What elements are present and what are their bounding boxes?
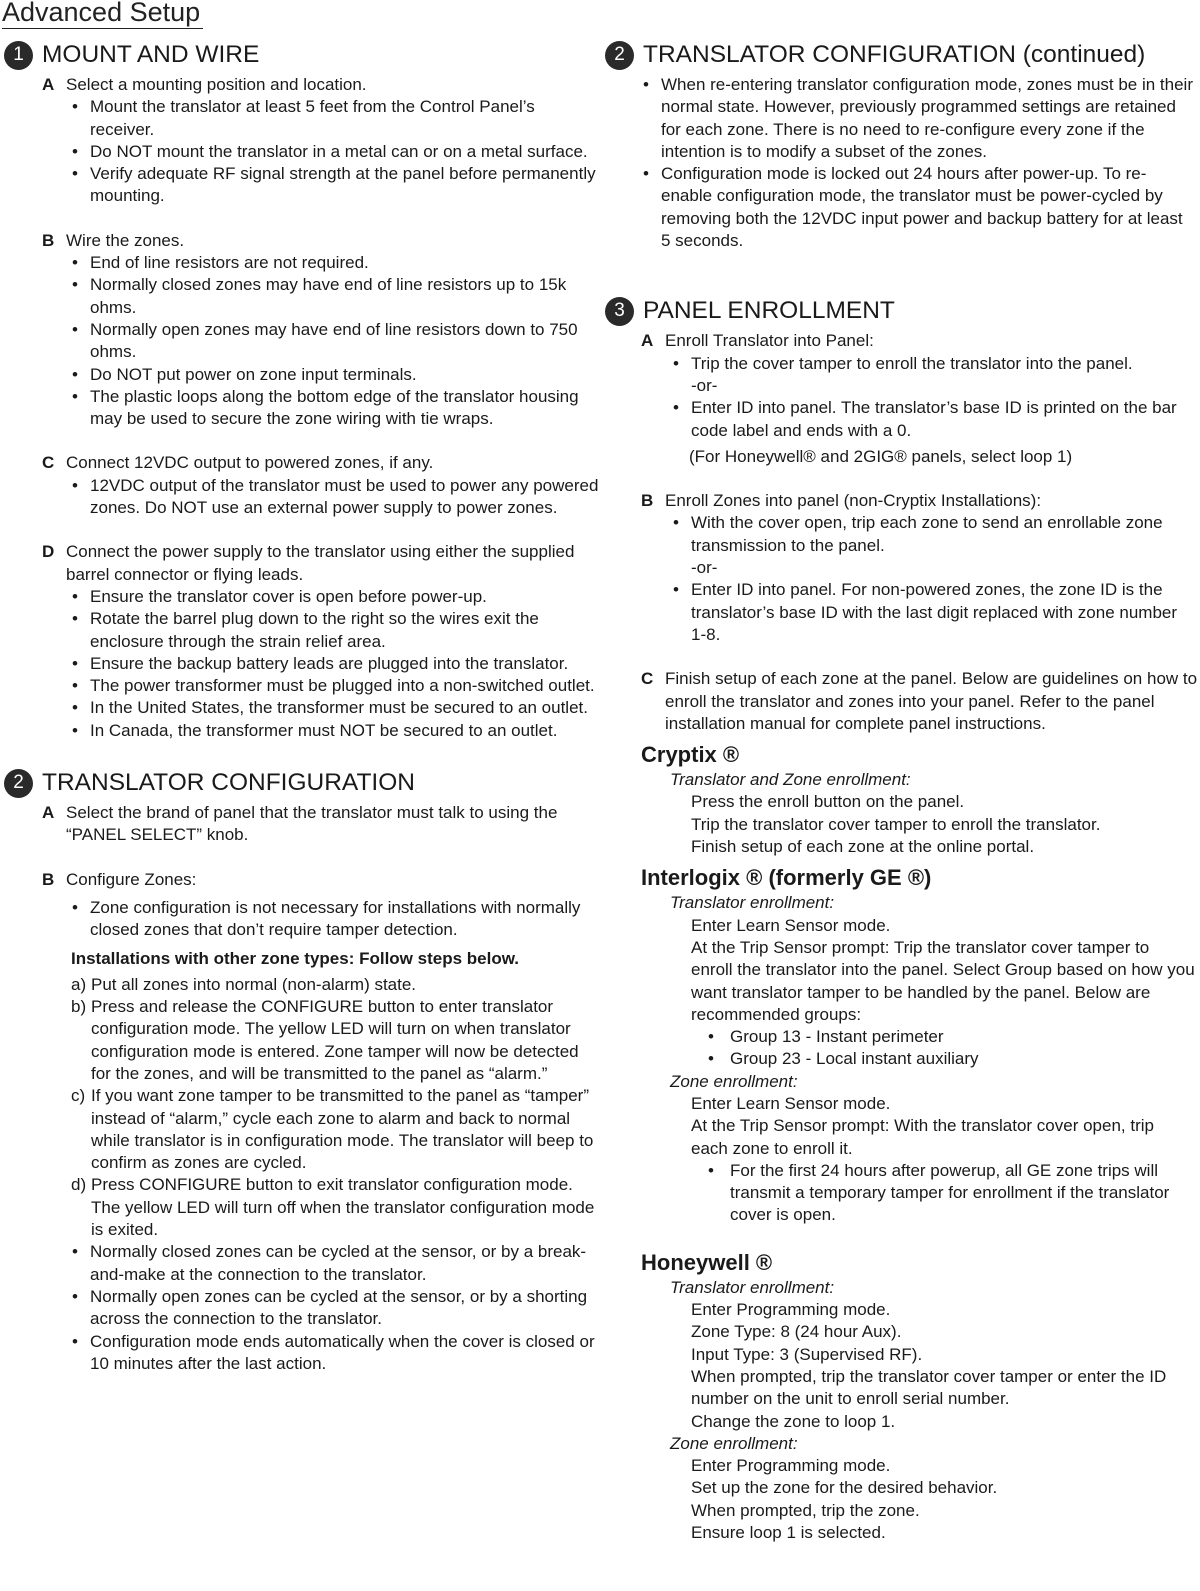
list-item: • For the first 24 hours after powerup, all GE zone trips will transmit a temporary tamper for enrollment if the translator cover is open. bbox=[708, 1160, 1170, 1225]
sub-heading: Translator enrollment: bbox=[670, 1277, 835, 1297]
list-item: • The power transformer must be plugged into a non-switched outlet. bbox=[72, 676, 595, 696]
subsection-letter: C bbox=[641, 669, 654, 689]
section-panel-enrollment-heading bbox=[605, 296, 1199, 326]
instruction-line: At the Trip Sensor prompt: Trip the translator cover tamper to enroll the translator into the panel. Select Group based on how you want translator tamper to be handled by the panel. Below are recommended groups: bbox=[691, 937, 1195, 1024]
list-item: • With the cover open, trip each zone to send an enrollable zone transmission to the panel. bbox=[673, 513, 1163, 555]
sub-heading: Zone enrollment: bbox=[670, 1433, 798, 1453]
list-item: • 12VDC output of the translator must be used to power any powered zones. Do NOT use an external power supply to power zones. bbox=[72, 475, 599, 518]
subsection-text: Select the brand of panel that the translator must talk to using the “PANEL SELECT” knob. bbox=[66, 803, 558, 845]
instruction-line: Input Type: 3 (Supervised RF). bbox=[691, 1344, 923, 1364]
list-item: • Ensure the backup battery leads are plugged into the translator. bbox=[72, 653, 569, 673]
subsection-text: Select a mounting position and location. bbox=[66, 75, 367, 94]
right-column bbox=[605, 40, 1199, 1544]
subsection-text: Enroll Translator into Panel: bbox=[665, 331, 874, 351]
instruction-line: When prompted, trip the zone. bbox=[691, 1500, 920, 1520]
step-item: d) Press CONFIGURE button to exit translator configuration mode. The yellow LED will turn off when the translator configuration mode is exited. bbox=[71, 1175, 595, 1240]
list-item: • When re-entering translator configuration mode, zones must be in their normal state. However, previously programmed settings are retained for each zone. There is no need to re-configure every zone if the intention is to modify a subset of the zones. bbox=[643, 75, 1193, 161]
instruction-line: Enter Learn Sensor mode. bbox=[691, 1093, 891, 1113]
subsection-letter: D bbox=[42, 542, 55, 562]
list-item: • Trip the cover tamper to enroll the translator into the panel. bbox=[673, 353, 1133, 373]
list-item: • Group 23 - Local instant auxiliary bbox=[708, 1049, 979, 1069]
instruction-line: Finish setup of each zone at the online portal. bbox=[691, 837, 1035, 857]
subsection-a bbox=[605, 330, 1199, 352]
page-title: Advanced Setup bbox=[2, 0, 203, 29]
instruction-line: Enter Programming mode. bbox=[691, 1456, 891, 1476]
sub-heading: Translator and Zone enrollment: bbox=[670, 770, 911, 790]
instruction-line: Ensure loop 1 is selected. bbox=[691, 1523, 886, 1543]
subsection-b bbox=[605, 490, 1199, 512]
left-column bbox=[4, 40, 604, 1375]
subsection-letter: A bbox=[42, 75, 55, 94]
section-title: MOUNT AND WIRE bbox=[42, 41, 260, 68]
step-item: b) Press and release the CONFIGURE button to enter translator configuration mode. The yellow LED will turn on when translator configuration mode is entered. Zone tamper will now be detected for the zones, and will be transmitted to the panel as “alarm.” bbox=[71, 997, 579, 1083]
section-mount-and-wire-heading bbox=[4, 40, 604, 70]
subsection-letter: B bbox=[641, 491, 654, 511]
sub-heading: Zone enrollment: bbox=[670, 1071, 798, 1091]
list-item: • Verify adequate RF signal strength at the panel before permanently mounting. bbox=[72, 164, 596, 206]
brand-heading-honeywell: Honeywell ® bbox=[641, 1249, 773, 1275]
list-item: • Normally closed zones may have end of line resistors up to 15k ohms. bbox=[72, 275, 567, 317]
subsection-letter: B bbox=[42, 230, 55, 250]
instruction-line: Enter Programming mode. bbox=[691, 1300, 891, 1320]
subsection-text: Finish setup of each zone at the panel. Below are guidelines on how to enroll the translator and zones into your panel. Refer to the panel installation manual for complete panel instructions. bbox=[665, 669, 1198, 733]
list-item: • The plastic loops along the bottom edge of the translator housing may be used to secure the zone wiring with tie wraps. bbox=[72, 386, 579, 429]
list-item: • Rotate the barrel plug down to the right so the wires exit the enclosure through the strain relief area. bbox=[72, 609, 539, 651]
step-item: a) Put all zones into normal (non-alarm) state. bbox=[71, 974, 417, 994]
step-number-badge: 1 bbox=[4, 41, 33, 70]
instruction-line: Zone Type: 8 (24 hour Aux). bbox=[691, 1322, 902, 1342]
brand-heading-interlogix: Interlogix ® (formerly GE ®) bbox=[641, 865, 932, 891]
subsection-letter: A bbox=[641, 331, 654, 351]
instruction-line: Press the enroll button on the panel. bbox=[691, 792, 965, 812]
list-item: • Enter ID into panel. For non-powered zones, the zone ID is the translator’s base ID with the last digit replaced with zone number 1-8. bbox=[673, 580, 1178, 644]
subsection-text: Wire the zones. bbox=[66, 230, 185, 250]
list-item: • Normally closed zones can be cycled at the sensor, or by a break-and-make at the connection to the translator. bbox=[72, 1242, 587, 1284]
step-number-badge: 2 bbox=[605, 41, 634, 70]
list-item: • In Canada, the transformer must NOT be secured to an outlet. bbox=[72, 720, 558, 740]
or-separator: -or- bbox=[691, 558, 718, 578]
instruction-line: Change the zone to loop 1. bbox=[691, 1411, 896, 1431]
sub-heading: Translator enrollment: bbox=[670, 893, 835, 913]
list-item: • Do NOT mount the translator in a metal can or on a metal surface. bbox=[72, 141, 588, 161]
subsection-letter: B bbox=[42, 869, 55, 889]
instruction-line: Trip the translator cover tamper to enroll the translator. bbox=[691, 814, 1101, 834]
instruction-line: Set up the zone for the desired behavior. bbox=[691, 1478, 998, 1498]
subsection-text: Connect the power supply to the translator using either the supplied barrel connector or flying leads. bbox=[66, 542, 575, 584]
list-item: • Normally open zones may have end of line resistors down to 750 ohms. bbox=[72, 319, 578, 362]
list-item: • Group 13 - Instant perimeter bbox=[708, 1027, 944, 1047]
section-title: TRANSLATOR CONFIGURATION (continued) bbox=[643, 41, 1146, 68]
instruction-line: When prompted, trip the translator cover tamper or enter the ID number on the unit to enroll serial number. bbox=[691, 1366, 1167, 1409]
subsection-letter: A bbox=[42, 803, 55, 823]
section-translator-configuration-heading bbox=[4, 768, 604, 798]
list-item: • Zone configuration is not necessary for installations with normally closed zones that don’t require tamper detection. bbox=[72, 897, 581, 940]
step-item: c) If you want zone tamper to be transmitted to the panel as “tamper” instead of “alarm,” cycle each zone to alarm and back to normal while translator is in configuration mode. The translator will beep to confirm as zones are cycled. bbox=[71, 1086, 594, 1173]
or-separator: -or- bbox=[691, 375, 718, 395]
step-number-badge: 2 bbox=[4, 769, 33, 798]
subsection-text: Enroll Zones into panel (non-Cryptix Installations): bbox=[665, 491, 1042, 511]
subsection-letter: C bbox=[42, 453, 55, 473]
subsection-c bbox=[605, 668, 1199, 735]
list-item: • End of line resistors are not required. bbox=[72, 253, 369, 273]
subsection-b bbox=[4, 230, 604, 252]
subsection-d bbox=[4, 541, 604, 586]
subsection-text: Connect 12VDC output to powered zones, if any. bbox=[66, 453, 434, 473]
list-item: • Enter ID into panel. The translator’s base ID is printed on the bar code label and ends with a 0. bbox=[673, 398, 1177, 440]
section-title: PANEL ENROLLMENT bbox=[643, 297, 895, 325]
loop-note: (For Honeywell® and 2GIG® panels, select loop 1) bbox=[689, 446, 1073, 466]
list-item: • Ensure the translator cover is open before power-up. bbox=[72, 586, 487, 606]
instruction-line: At the Trip Sensor prompt: With the translator cover open, trip each zone to enroll it. bbox=[691, 1116, 1154, 1158]
bold-note: Installations with other zone types: Follow steps below. bbox=[71, 948, 520, 968]
section-title: TRANSLATOR CONFIGURATION bbox=[42, 769, 415, 797]
list-item: • Normally open zones can be cycled at the sensor, or by a shorting across the connection to the translator. bbox=[72, 1286, 588, 1329]
list-item: • Configuration mode is locked out 24 hours after power-up. To re-enable configuration mode, the translator must be power-cycled by removing both the 12VDC input power and backup battery for at least 5 seconds. bbox=[643, 164, 1183, 251]
subsection-b bbox=[4, 869, 604, 891]
list-item: • Do NOT put power on zone input terminals. bbox=[72, 364, 417, 384]
subsection-c bbox=[4, 452, 604, 474]
brand-heading-cryptix: Cryptix ® bbox=[641, 742, 740, 768]
subsection-a bbox=[4, 74, 604, 96]
instruction-line: Enter Learn Sensor mode. bbox=[691, 915, 891, 935]
list-item: • Mount the translator at least 5 feet from the Control Panel’s receiver. bbox=[72, 97, 535, 139]
section-translator-configuration-continued-heading bbox=[605, 40, 1199, 70]
list-item: • Configuration mode ends automatically when the cover is closed or 10 minutes after the last action. bbox=[72, 1331, 595, 1373]
subsection-a bbox=[4, 802, 604, 847]
list-item: • In the United States, the transformer must be secured to an outlet. bbox=[72, 698, 588, 718]
step-number-badge: 3 bbox=[605, 297, 634, 326]
subsection-text: Configure Zones: bbox=[66, 869, 197, 889]
